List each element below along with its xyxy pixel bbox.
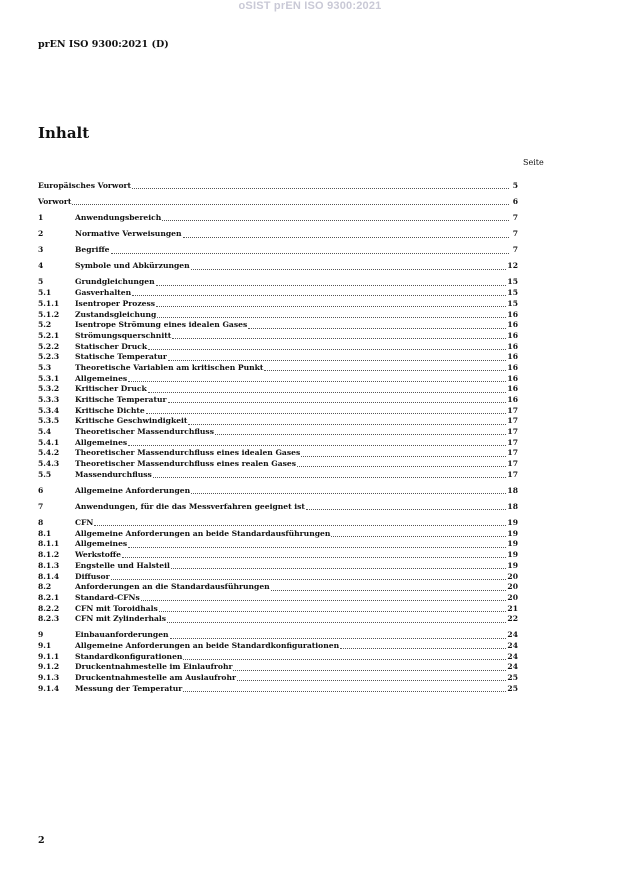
toc-entry-title: Allgemeines [75,539,128,549]
dot-leader [237,679,506,681]
toc-entry[interactable] [38,384,518,395]
toc-entry-title: Massendurchfluss [75,469,152,479]
dot-leader [122,556,507,558]
toc-entry[interactable] [38,395,518,406]
toc-entry[interactable] [38,342,518,353]
toc-entry-number: 4 [38,261,44,271]
toc-entry-page: 16 [507,309,518,319]
toc-entry[interactable] [38,331,518,342]
toc-entry-title: Engstelle und Halsteil [75,560,170,570]
toc-entry[interactable] [38,652,518,663]
toc-entry[interactable] [38,213,518,224]
toc-entry-number: 8.1.1 [38,539,60,549]
toc-entry[interactable] [38,529,518,540]
toc-entry-number: 5.4.2 [38,448,60,458]
toc-entry[interactable] [38,673,518,684]
dot-leader [156,284,507,286]
toc-entry-title: Kritische Temperatur [75,395,167,405]
toc-entry-number: 2 [38,229,44,239]
toc-entry-title: Allgemeine Anforderungen an beide Standardkonfigurationen [75,641,340,651]
toc-entry[interactable] [38,363,518,374]
dot-leader [171,567,507,569]
toc-entry-page: 12 [507,261,518,271]
dot-leader [162,219,509,221]
dot-leader [94,524,506,526]
toc-entry-number: 5.5 [38,469,52,479]
dot-leader [301,455,506,457]
toc-entry[interactable] [38,459,518,470]
toc-entry[interactable] [38,502,518,513]
dot-leader [297,465,506,467]
toc-entry-page: 24 [507,651,518,661]
toc-entry-number: 5.3.2 [38,384,60,394]
dot-leader [340,647,506,649]
toc-entry-page: 20 [507,582,518,592]
dot-leader [233,669,506,671]
toc-entry-page: 24 [507,641,518,651]
toc-entry-number: 9 [38,630,44,640]
dot-leader [271,589,507,591]
toc-entry[interactable] [38,288,518,299]
dot-leader [132,294,506,296]
dot-leader [128,546,506,548]
toc-entry-page: 25 [507,683,518,693]
dot-leader [146,412,507,414]
toc-entry-number: 5.3.4 [38,405,60,415]
toc-entry-page: 19 [507,518,518,528]
toc-entry-page: 16 [507,330,518,340]
toc-entry-title: Statischer Druck [75,341,148,351]
dot-leader [168,401,507,403]
dot-leader [183,690,506,692]
toc-entry[interactable] [38,181,518,192]
toc-entry-title: Einbauanforderungen [75,630,169,640]
toc-entry-page: 18 [507,485,518,495]
dot-leader [172,337,506,339]
toc-entry-title: CFN [75,518,94,528]
toc-entry[interactable] [38,662,518,673]
toc-entry[interactable] [38,245,518,256]
toc-entry[interactable] [38,486,518,497]
toc-entry-page: 16 [507,352,518,362]
toc-entry-title: Theoretischer Massendurchfluss eines realen Gases [75,459,297,469]
toc-entry-number: 8.2.1 [38,592,60,602]
toc-entry-page: 15 [507,277,518,287]
dot-leader [188,423,506,425]
toc-entry-title: Normative Verweisungen [75,229,182,239]
toc-entry-number: 5.2.1 [38,330,60,340]
dot-leader [148,391,507,393]
toc-entry-title: Begriffe [75,245,110,255]
toc-entry-page: 17 [507,437,518,447]
toc-entry-number: 5.3.3 [38,395,60,405]
toc-entry-title: Anforderungen an die Standardausführungen [75,582,270,592]
toc-entry-number: 8.2.3 [38,614,60,624]
toc-entry-title: Allgemeines [75,437,128,447]
toc-entry-title: Werkstoffe [75,550,121,560]
dot-leader [248,327,506,329]
dot-leader [128,380,506,382]
toc-entry-number: 8 [38,518,44,528]
toc-entry-page: 24 [507,630,518,640]
toc-entry-page: 7 [512,229,518,239]
toc-entry-number: 5.2.3 [38,352,60,362]
toc-entry-number: 8.1.3 [38,560,60,570]
dot-leader [191,492,506,494]
toc-entry[interactable] [38,261,518,272]
toc-entry-number: 9.1.2 [38,662,60,672]
toc-entry[interactable] [38,438,518,449]
toc-entry[interactable] [38,593,518,604]
toc-entry-page: 19 [507,528,518,538]
dot-leader [264,369,506,371]
dot-leader [191,268,507,270]
toc-entry-title: Gasverhalten [75,288,132,298]
toc-entry-title: Theoretischer Massendurchfluss [75,427,214,437]
toc-entry-title: Isentrope Strömung eines idealen Gases [75,320,248,330]
toc-entry-number: 5.1.2 [38,309,60,319]
dot-leader [132,187,509,189]
toc-entry[interactable] [38,630,518,641]
toc-entry-title: Allgemeine Anforderungen [75,485,191,495]
toc-entry-page: 20 [507,592,518,602]
toc-entry[interactable] [38,604,518,615]
dot-leader [141,599,507,601]
toc-entry-title: Vorwort [38,197,72,207]
toc-entry[interactable] [38,229,518,240]
toc-entry-title: Diffusor [75,571,110,581]
toc-entry-number: 5.2.2 [38,341,60,351]
toc-entry-title: Theoretische Variablen am kritischen Punkt [75,362,264,372]
toc-entry-page: 7 [512,213,518,223]
toc-entry-page: 19 [507,550,518,560]
toc-entry-page: 18 [507,502,518,511]
dot-leader [153,476,507,478]
toc-entry-title: Allgemeine Anforderungen an beide Standardausführungen [75,528,331,538]
toc-entry-number: 8.1 [38,528,52,538]
toc-entry-page: 17 [507,469,518,479]
toc-entry-number: 9.1.4 [38,683,60,693]
toc-entry-title: Druckentnahmestelle im Einlaufrohr [75,662,233,672]
toc-entry-page: 16 [507,395,518,405]
toc-entry-title: Standardkonfigurationen [75,651,183,661]
toc-entry-page: 17 [507,416,518,426]
toc-entry-page: 19 [507,560,518,570]
toc-entry-number: 5 [38,277,44,287]
dot-leader [183,658,506,660]
toc-entry-title: Zustandsgleichung [75,309,157,319]
toc-entry[interactable] [38,416,518,427]
toc-entry[interactable] [38,684,518,695]
dot-leader [148,348,506,350]
dot-leader [183,236,509,238]
toc-entry-number: 1 [38,213,44,223]
toc-entry[interactable] [38,299,518,310]
dot-leader [111,252,509,254]
dot-leader [168,359,506,361]
toc-entry-page: 20 [507,571,518,581]
toc-entry-title: Messung der Temperatur [75,683,183,693]
toc-entry-page: 16 [507,373,518,383]
toc-entry-page: 17 [507,405,518,415]
toc-entry[interactable] [38,539,518,550]
toc-entry-page: 22 [507,614,518,624]
toc-entry-title: Statische Temperatur [75,352,167,362]
dot-leader [331,535,506,537]
toc-entry[interactable] [38,561,518,572]
toc-entry-number: 5.3 [38,362,52,372]
toc-entry-title: Kritische Geschwindigkeit [75,416,188,426]
toc-entry[interactable] [38,470,518,481]
toc-entry-page: 16 [507,362,518,372]
toc-entry-title: CFN mit Zylinderhals [75,614,167,624]
document-id: prEN ISO 9300:2021 (D) [38,39,169,50]
dot-leader [215,433,506,435]
page-title: Inhalt [38,124,90,142]
toc-entry-number: 3 [38,245,44,255]
toc-entry[interactable] [38,427,518,438]
toc-entry[interactable] [38,518,518,529]
toc-entry[interactable] [38,352,518,363]
toc-entry-title: Theoretischer Massendurchfluss eines idealen Gases [75,448,301,458]
toc-entry-title: Anwendungen, für die das Messverfahren geeignet ist [75,502,305,511]
toc-entry[interactable] [38,320,518,331]
toc-entry-title: Anwendungsbereich [75,213,162,223]
toc-entry-title: Europäisches Vorwort [38,181,132,190]
dot-leader [156,305,506,307]
toc-entry-number: 5.2 [38,320,52,330]
dot-leader [170,637,507,639]
toc-entry[interactable] [38,572,518,583]
toc-entry[interactable] [38,277,518,288]
toc-entry-number: 5.3.5 [38,416,60,426]
toc-entry[interactable] [38,197,518,208]
toc-entry-page: 25 [507,673,518,683]
toc-entry-page: 19 [507,539,518,549]
dot-leader [111,578,507,580]
toc-entry-title: Grundgleichungen [75,277,155,287]
toc-entry-page: 15 [507,288,518,298]
dot-leader [157,316,506,318]
toc-entry[interactable] [38,374,518,385]
toc-entry-number: 9.1.1 [38,651,60,661]
dot-leader [159,610,507,612]
toc-entry-page: 5 [512,181,518,190]
toc-entry-number: 5.4 [38,427,52,437]
toc-entry-title: Druckentnahmestelle am Auslaufrohr [75,673,237,683]
toc-entry[interactable] [38,614,518,625]
toc-entry-title: Isentroper Prozess [75,298,156,308]
toc-entry-page: 15 [507,298,518,308]
toc-entry[interactable] [38,310,518,321]
toc-entry-title: Kritische Dichte [75,405,145,415]
toc-entry-number: 5.4.1 [38,437,60,447]
dot-leader [72,203,509,205]
toc-entry-number: 9.1 [38,641,52,651]
toc-entry-page: 6 [512,197,518,207]
toc-entry-number: 9.1.3 [38,673,60,683]
toc-entry-number: 5.1 [38,288,52,298]
toc-entry-page: 21 [507,603,518,613]
toc-entry-number: 7 [38,502,44,511]
page-number: 2 [38,835,45,846]
toc-entry-number: 8.1.4 [38,571,60,581]
toc-entry-number: 6 [38,485,44,495]
watermark: oSIST prEN ISO 9300:2021 [238,0,382,12]
toc-entry[interactable] [38,641,518,652]
toc-entry[interactable] [38,448,518,459]
toc-entry[interactable] [38,550,518,561]
table-of-contents [38,181,518,694]
toc-entry-number: 5.3.1 [38,373,60,383]
dot-leader [306,508,506,510]
toc-entry-page: 16 [507,341,518,351]
toc-entry-number: 5.4.3 [38,459,60,469]
toc-entry-title: CFN mit Toroidhals [75,603,158,613]
toc-entry-page: 24 [507,662,518,672]
toc-entry-page: 17 [507,448,518,458]
toc-entry-page: 16 [507,320,518,330]
toc-entry[interactable] [38,582,518,593]
toc-entry-page: 7 [512,245,518,255]
toc-entry-title: Standard-CFNs [75,592,140,602]
toc-entry-number: 8.2 [38,582,52,592]
toc-entry-page: 17 [507,459,518,469]
page-column-label: Seite [523,158,544,167]
toc-entry-title: Allgemeines [75,373,128,383]
toc-entry-number: 8.2.2 [38,603,60,613]
toc-entry-title: Kritischer Druck [75,384,147,394]
dot-leader [167,621,506,623]
toc-entry-number: 8.1.2 [38,550,60,560]
dot-leader [128,444,506,446]
toc-entry-title: Symbole und Abkürzungen [75,261,190,271]
toc-entry-number: 5.1.1 [38,298,60,308]
toc-entry-page: 17 [507,427,518,437]
toc-entry-page: 16 [507,384,518,394]
toc-entry-title: Strömungsquerschnitt [75,330,172,340]
toc-entry[interactable] [38,406,518,417]
